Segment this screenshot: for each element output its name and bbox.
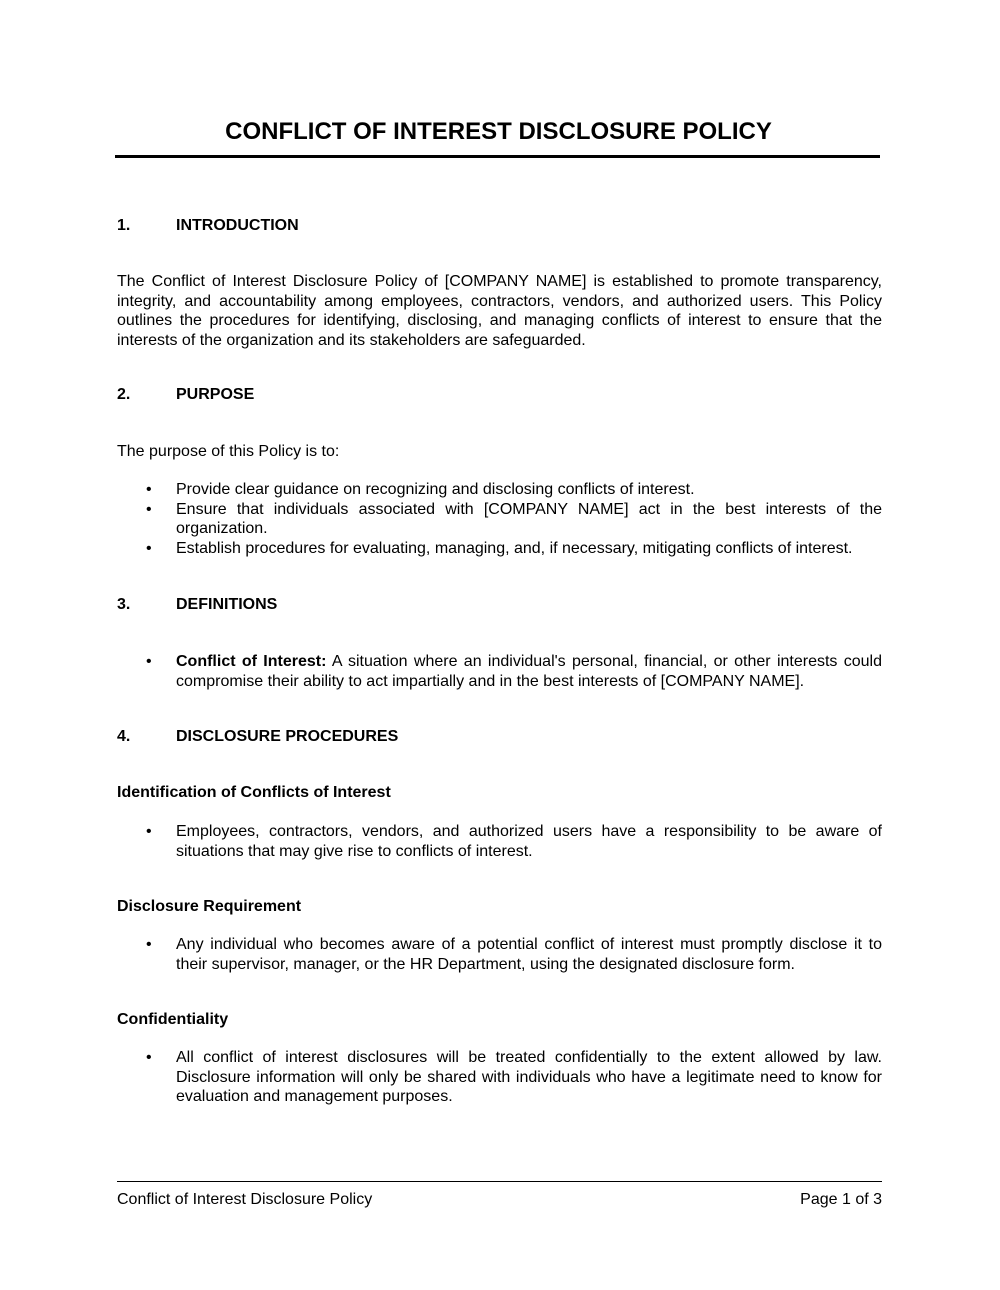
section-number: 3.	[117, 596, 131, 613]
introduction-paragraph: The Conflict of Interest Disclosure Policy of [COMPANY NAME] is established to promote transparency, integrity, and accountability among employees, contractors, vendors, and authorized users. This Policy outlines the procedures for identifying, disclosing, and managing conflicts of interest to ensure that the interests of the organization and its stakeholders are safeguarded.	[117, 273, 882, 349]
title-underline	[115, 155, 880, 158]
subheading-confidentiality: Confidentiality	[117, 1011, 229, 1028]
disclosure-requirement-bullet-list	[117, 935, 882, 974]
purpose-bullet-list	[117, 480, 882, 558]
list-item	[117, 935, 882, 974]
bullet-icon: •	[146, 936, 152, 953]
section-heading-purpose	[117, 385, 882, 405]
definition-item	[117, 652, 882, 691]
list-item	[117, 500, 882, 539]
list-item-text: Employees, contractors, vendors, and authorized users have a responsibility to be aware of situations that may give rise to conflicts of interest.	[176, 823, 882, 860]
section-heading-introduction	[117, 216, 882, 236]
list-item-text: Establish procedures for evaluating, managing, and, if necessary, mitigating conflicts of interest.	[176, 539, 853, 557]
bullet-icon: •	[146, 653, 152, 670]
list-item-text: All conflict of interest disclosures will be treated confidentially to the extent allowed by law. Disclosure information will only be shared with individuals who have a legitimate need to know for evaluation and management purposes.	[176, 1049, 882, 1105]
section-heading-disclosure-procedures	[117, 727, 882, 747]
subheading-identification: Identification of Conflicts of Interest	[117, 784, 391, 801]
footer-page-number: Page 1 of 3	[800, 1191, 882, 1208]
document-title: CONFLICT OF INTEREST DISCLOSURE POLICY	[225, 118, 772, 145]
footer-divider	[117, 1181, 882, 1182]
list-item-text: Provide clear guidance on recognizing and disclosing conflicts of interest.	[176, 481, 695, 498]
confidentiality-bullet-list	[117, 1048, 882, 1107]
section-title: INTRODUCTION	[176, 217, 299, 234]
identification-bullet-list	[117, 822, 882, 861]
list-item	[117, 1048, 882, 1107]
section-title: DISCLOSURE PROCEDURES	[176, 728, 399, 745]
section-title: PURPOSE	[176, 386, 255, 403]
definitions-bullet-list	[117, 652, 882, 691]
section-title: DEFINITIONS	[176, 596, 278, 613]
bullet-icon: •	[146, 539, 152, 557]
section-number: 2.	[117, 386, 131, 403]
bullet-icon: •	[146, 1049, 152, 1066]
purpose-intro-paragraph: The purpose of this Policy is to:	[117, 443, 340, 460]
footer-document-title: Conflict of Interest Disclosure Policy	[117, 1191, 373, 1208]
bullet-icon: •	[146, 500, 152, 518]
section-heading-definitions	[117, 595, 882, 615]
bullet-icon: •	[146, 823, 152, 840]
list-item-text: Ensure that individuals associated with [COMPANY NAME] act in the best interests of the organization.	[176, 500, 882, 537]
subheading-disclosure-requirement: Disclosure Requirement	[117, 898, 302, 915]
list-item	[117, 539, 882, 559]
section-number: 1.	[117, 217, 131, 234]
definition-term: Conflict of Interest:	[176, 653, 327, 670]
list-item	[117, 480, 882, 500]
bullet-icon: •	[146, 481, 152, 498]
definition-text: A situation where an individual's personal, financial, or other interests could compromise their ability to act impartially and in the best interests of [COMPANY NAME].	[176, 653, 882, 690]
list-item-text: Any individual who becomes aware of a potential conflict of interest must promptly disclose it to their supervisor, manager, or the HR Department, using the designated disclosure form.	[176, 936, 882, 973]
section-number: 4.	[117, 728, 131, 745]
list-item	[117, 822, 882, 861]
